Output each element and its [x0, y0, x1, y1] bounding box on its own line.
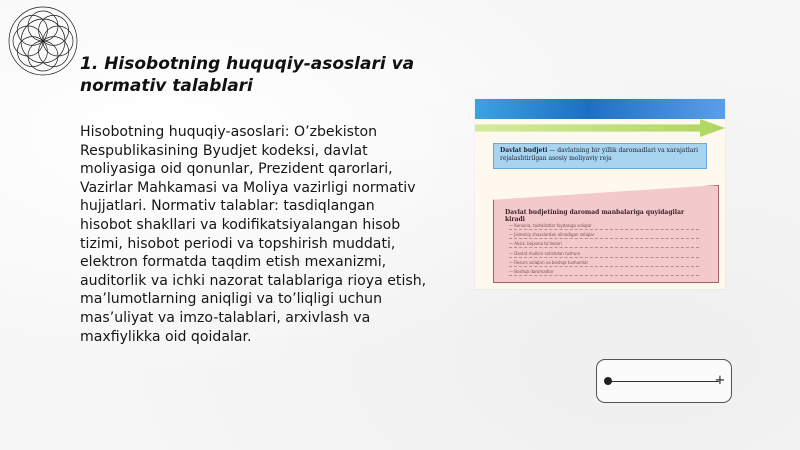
audio-seek-handle[interactable] [604, 377, 612, 385]
audio-seek-bar[interactable] [609, 381, 719, 382]
revenue-sources-list [509, 223, 699, 278]
list-item: — Jismoniy shaxslardan olinadigan soliqlar [509, 232, 699, 239]
list-item: — Boshqa daromadlar [509, 269, 699, 276]
budget-definition-box [493, 143, 707, 169]
document-header-band [475, 99, 725, 119]
slide-body-text: Hisobotning huquqiy-asoslari: O’zbekiston Respublikasining Byudjet kodeksi, davlat moliyasiga oid qonunlar, Prezident qarorlari, Vazirlar Mahkamasi va Moliya vazirligi normativ hujjatlari. Normativ talablar: tasdiqlangan hisobot shakllari va kodifikatsiyalangan hisob tizimi, hisobot periodi va topshirish muddati, elektron formatda taqdim etish mexanizmi, auditorlik va ichki nazorat talablariga rioya etish, ma’lumotlarning aniqligi va to’liqligi uchun mas’uliyat va imzo-talablari, arxivlash va maxfiylikka oid qoidalar. [80, 124, 427, 345]
budget-definition-term: Davlat budjeti [500, 147, 548, 154]
revenue-sources-title: Davlat budjetining daromad manbalariga quyidagilar kiradi [505, 209, 685, 223]
budget-definition-text: — davlatning bir yillik daromadlari va xarajatlari rejalashtirilgan asosiy moliyaviy reja [500, 147, 699, 162]
audio-player[interactable] [596, 359, 732, 403]
list-item: — Aksiz, bojxona to‘lovlari [509, 241, 699, 248]
list-item: — Korxona, tashkilotlar foydasiga soliqlar [509, 223, 699, 230]
slide-title: 1. Hisobotning huquqiy-asoslari va normativ talablari [80, 54, 415, 96]
document-image [475, 99, 725, 289]
spirograph-logo-icon [6, 4, 80, 78]
green-arrow-shape [475, 119, 725, 137]
list-item: — Resurs soliqlari va boshqa tushumlar [509, 260, 699, 267]
plus-icon[interactable]: + [714, 373, 726, 388]
list-item: — Davlat mulkini sotishdan tushum [509, 251, 699, 258]
